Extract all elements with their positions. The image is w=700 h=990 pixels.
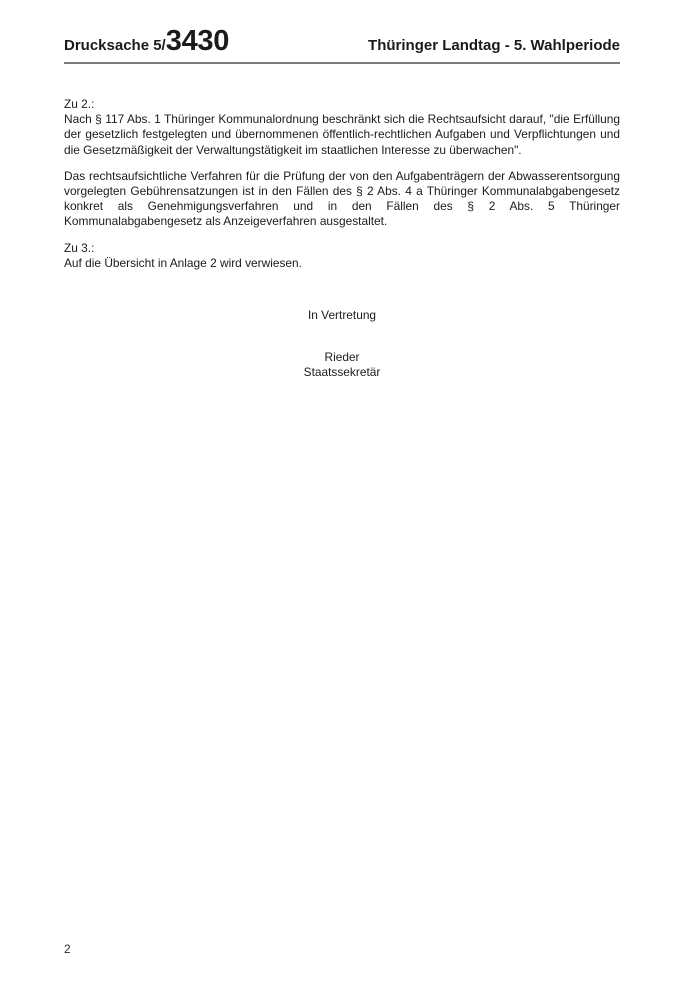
drucksache-block	[64, 25, 229, 58]
page-footer	[64, 942, 71, 956]
document-body	[64, 97, 620, 381]
parliament-title: Thüringer Landtag - 5. Wahlperiode	[368, 37, 620, 54]
signature-block	[64, 308, 620, 381]
signatory-name: Rieder	[324, 350, 360, 365]
page-header	[64, 25, 620, 64]
drucksache-number: 3430	[165, 25, 230, 57]
section-paragraph: Auf die Übersicht in Anlage 2 wird verwiesen.	[64, 255, 302, 270]
section-label: Zu 3.:	[64, 240, 95, 255]
page-number: 2	[64, 942, 71, 956]
section-zu-3	[64, 241, 620, 271]
drucksache-label: Drucksache 5/	[64, 37, 166, 54]
signatory-title: Staatssekretär	[303, 365, 381, 380]
section-paragraph: Das rechtsaufsichtliche Verfahren für die Prüfung der von den Aufgabenträgern der Abwasserentsorgung vorgelegten Gebührensatzungen ist in den Fällen des § 2 Abs. 4 a Thüringer Kommunalabgabengesetz konkret als Genehmigungsverfahren und in den Fällen des § 2 Abs. 5 Thüringer Kommunalabgabengesetz als Anzeigeverfahren ausgestaltet.	[64, 168, 620, 229]
section-label: Zu 2.:	[64, 97, 95, 111]
header-row	[64, 25, 620, 58]
signatory	[64, 350, 620, 380]
section-verfahren	[64, 169, 620, 230]
section-paragraph: Nach § 117 Abs. 1 Thüringer Kommunalordnung beschränkt sich die Rechtsaufsicht darauf, "die Erfüllung der gesetzlich festgelegten und übernommenen öffentlich-rechtlichen Aufgaben und Verpflichtungen und die Gesetzmäßigkeit der Verwaltungstätigkeit im staatlichen Interesse zu überwachen".	[64, 112, 620, 157]
header-divider	[64, 62, 620, 64]
section-zu-2	[64, 97, 620, 158]
signature-closing: In Vertretung	[307, 308, 377, 323]
